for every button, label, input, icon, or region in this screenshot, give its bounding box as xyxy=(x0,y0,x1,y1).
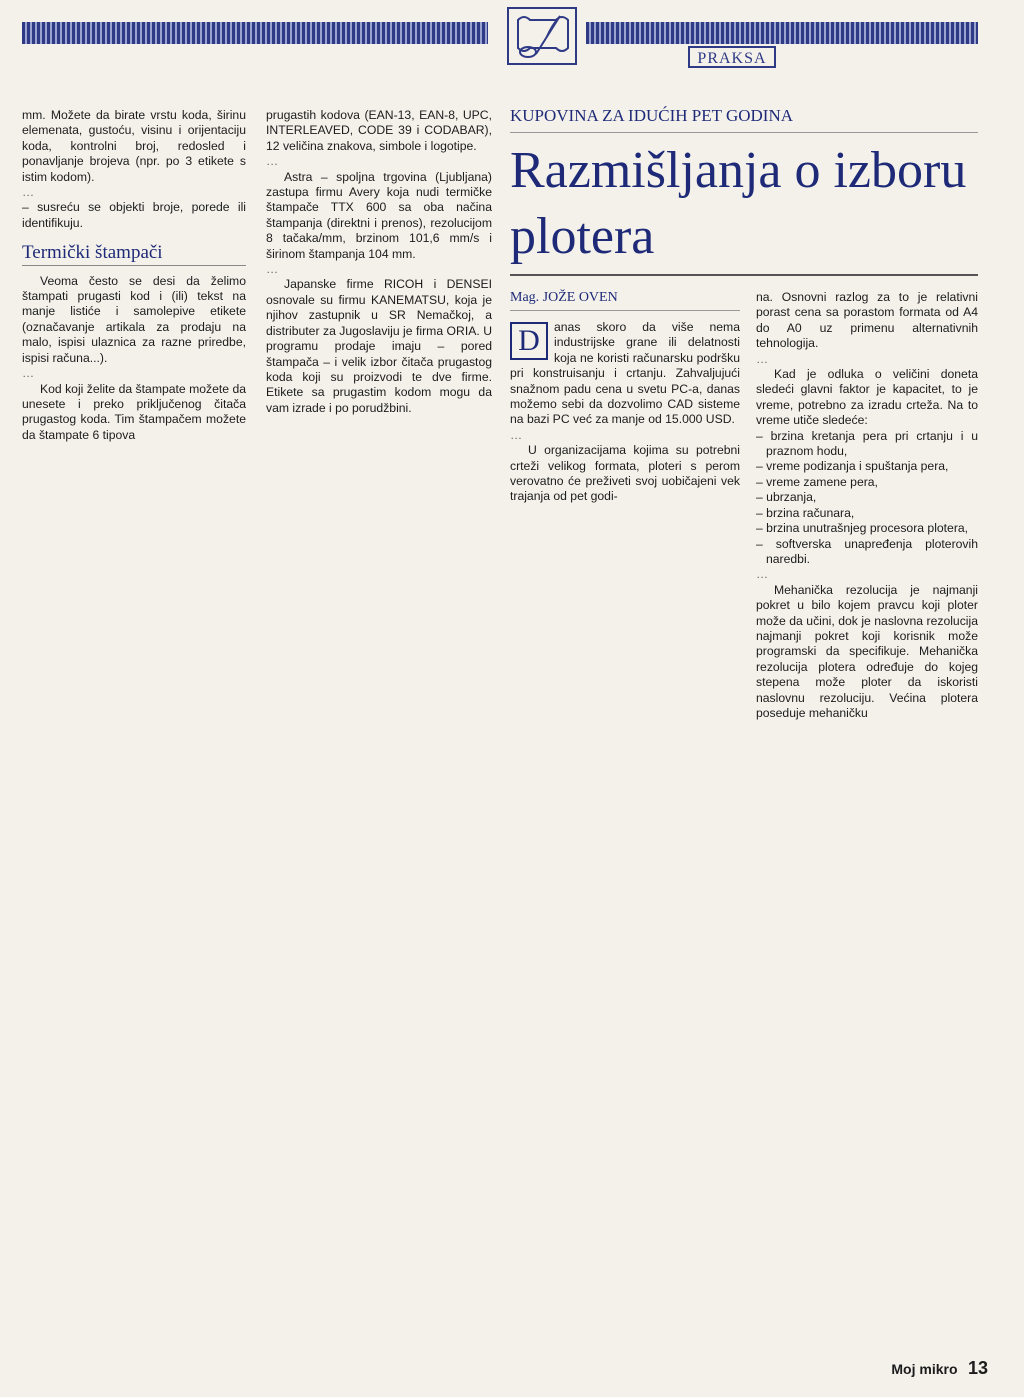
column-1 xyxy=(22,108,246,443)
column-3 xyxy=(510,320,740,505)
col1-elided-marker: … xyxy=(22,185,37,200)
col1-elided-marker-2: … xyxy=(22,366,37,381)
col4-elided-marker: … xyxy=(756,351,771,366)
col3-paragraph-1-text: anas skoro da više nema industrijske grane ili delatnosti koja ne koristi računarsku podršku pri konstruisanju i crtanju. Zahvaljujući snažnom padu cena u svetu PC-a, danas možemo sebi da dozvolimo CAD sisteme na bazi PC već za manje od 15.000 USD. xyxy=(510,320,740,427)
page-footer xyxy=(891,1358,988,1379)
col1-paragraph-end: – susreću se objekti broje, porede ili identifikuju. xyxy=(22,200,246,230)
column-2 xyxy=(266,108,492,416)
article-byline: Mag. JOŽE OVEN xyxy=(510,290,740,311)
section-tab-praksa: PRAKSA xyxy=(688,46,776,68)
list-item: – brzina unutrašnjeg procesora plotera, xyxy=(756,521,978,536)
capacity-factor-list xyxy=(756,429,978,568)
column-4 xyxy=(756,290,978,721)
col4-paragraph-1: na. Osnovni razlog za to je relativni porast cena sa porastom formata od A4 do A0 uz primenu alternativnih tehnologija. xyxy=(756,290,978,351)
header-band-left xyxy=(22,22,488,44)
col3-paragraph-1 xyxy=(510,320,740,428)
col2-paragraph-astra: Astra – spoljna trgovina (Ljubljana) zastupa firmu Avery koja nudi termičke štampače TTX 600 sa oba načina štampanja (direktni i prenos), rezolucijom 8 tačaka/mm, brzinom 101,6 mm/s i širinom štampanja 104 mm. xyxy=(266,169,492,261)
article-headline: Razmišljanja o izboru plotera xyxy=(510,138,978,276)
col3-paragraph-last: U organizacijama kojima su potrebni crteži velikog formata, ploteri s perom verovatno će preživeti svoj uobičajeni vek trajanja od pet godi- xyxy=(510,443,740,504)
col4-paragraph-capacity: Kad je odluka o veličini doneta sledeći glavni faktor je kapacitet, to je vreme, potrebno za izradu crteža. Na to vreme utiče sledeće: xyxy=(756,367,978,428)
list-item: – vreme podizanja i spuštanja pera, xyxy=(756,459,978,474)
scroll-and-quill-icon xyxy=(506,6,578,66)
col4-elided-marker-2: … xyxy=(756,567,771,582)
col2-paragraph-last: Japanske firme RICOH i DENSEI osnovale su firmu KANEMATSU, koja je njihov zastupnik u SR Nemačkoj, a distributer za Jugoslaviju je firma ORIA. U programu prodaje imaju – pored štampača – i velik izbor čitača prugastog koda koji su proizvodi te dve firme. Etikete sa prugastim kodom mogu da vam izrade i po porudžbini. xyxy=(266,277,492,415)
list-item: – brzina računara, xyxy=(756,506,978,521)
col2-paragraph-start: prugastih kodova (EAN-13, EAN-8, UPC, INTERLEAVED, CODE 39 i CODABAR), 12 veličina znakova, simbole i logotipe. xyxy=(266,108,492,153)
section-heading-termicki: Termički štampači xyxy=(22,245,246,265)
col1-paragraph-last: Kod koji želite da štampate možete da unesete i preko priključenog čitača prugastog koda. Tim štampačem možete da štampate 6 tipova xyxy=(22,381,246,442)
article-kicker: KUPOVINA ZA IDUĆIH PET GODINA xyxy=(510,106,978,133)
list-item: – softverska unapređenja ploterovih naredbi. xyxy=(756,537,978,568)
header-band-right xyxy=(586,22,978,44)
magazine-name: Moj mikro xyxy=(891,1361,958,1377)
page-number: 13 xyxy=(967,1358,988,1378)
list-item: – brzina kretanja pera pri crtanju i u praznom hodu, xyxy=(756,429,978,460)
col3-elided-marker: … xyxy=(510,427,525,442)
list-item: – ubrzanja, xyxy=(756,490,978,505)
col2-elided-marker-2: … xyxy=(266,262,281,277)
col4-paragraph-last: Mehanička rezolucija je najmanji pokret u bilo kojem pravcu koji ploter može da učini, dok je naslovna rezolucija najmanji pokret koji korisnik može programski da specifikuje. Mehanička rezolucija plotera određuje do kojeg stepena može ploter da iskoristi naslovnu rezoluciju. Većina plotera poseduje mehaničku xyxy=(756,582,978,720)
list-item: – vreme zamene pera, xyxy=(756,475,978,490)
col1-paragraph-start: mm. Možete da birate vrstu koda, širinu elemenata, gustoću, visinu i orijentaciju koda, kontrolni broj, redosled i ponavljanje brojeva (npr. po 3 etikete s istim kodom). xyxy=(22,108,246,184)
col2-elided-marker: … xyxy=(266,154,281,169)
drop-cap: D xyxy=(510,322,548,360)
col1-paragraph-2: Veoma često se desi da želimo štampati prugasti kod i (ili) tekst na manje listiće i samolepive etikete (označavanje artikala za prodaju na malo, ispisi ulaznica za razne priredbe, ispisi računa...). xyxy=(22,273,246,365)
